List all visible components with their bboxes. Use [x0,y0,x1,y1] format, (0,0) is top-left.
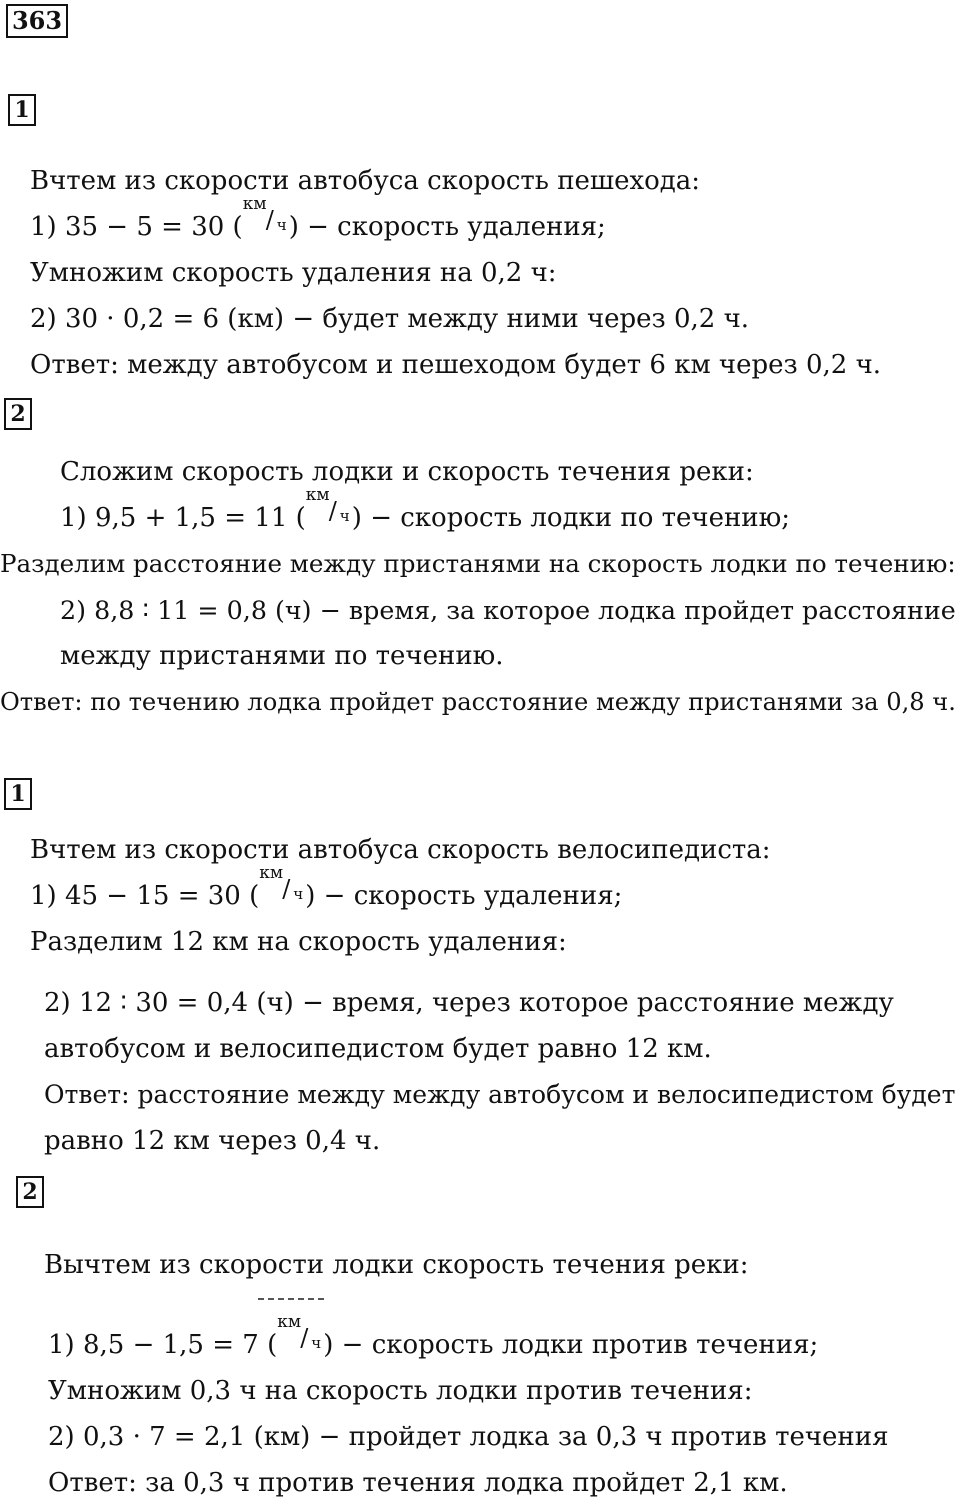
equation-line: 2) 8,8 ∶ 11 = 0,8 (ч) − время, за которое лодка пройдет расстояние [60,595,956,625]
answer-line: Ответ: по течению лодка пройдет расстояние между пристанями за 0,8 ч. [0,688,956,716]
equation-line: 2) 30 · 0,2 = 6 (км) − будет между ними через 0,2 ч. [30,304,750,334]
text-line: между пристанями по течению. [60,641,504,671]
answer-line: Ответ: за 0,3 ч против течения лодка пройдет 2,1 км. [48,1468,788,1498]
unit-fraction: км / ч [277,1312,322,1352]
equation-line: 1) 35 − 5 = 30 ( км / ч ) − скорость удаления; [30,194,606,242]
part-label-1: 1 [8,94,36,126]
equation-line: 1) 9,5 + 1,5 = 11 ( км / ч ) − скорость лодки по течению; [60,485,791,533]
text-line: Разделим расстояние между пристанями на скорость лодки по течению: [0,549,956,578]
equation-line: 2) 0,3 · 7 = 2,1 (км) − пройдет лодка за 0,3 ч против течения [48,1422,889,1452]
text-line: автобусом и велосипедистом будет равно 12 км. [44,1034,712,1064]
text-line: Разделим 12 км на скорость удаления: [30,927,567,957]
problem-number-box: 363 [6,4,68,38]
answer-line: Ответ: расстояние между между автобусом и велосипедистом будет [44,1080,956,1109]
text-line: Умножим 0,3 ч на скорость лодки против течения: [48,1376,753,1406]
answer-line: равно 12 км через 0,4 ч. [44,1126,381,1156]
equation-line: 1) 45 − 15 = 30 ( км / ч ) − скорость удаления; [30,863,623,911]
unit-fraction: км / ч [259,863,304,903]
scan-artifact [258,1298,324,1304]
part-label-2: 2 [4,398,32,430]
unit-fraction: км / ч [242,194,287,234]
unit-fraction: км / ч [305,485,350,525]
equation-line: 1) 8,5 − 1,5 = 7 ( км / ч ) − скорость лодки против течения; [48,1312,819,1360]
part-label-1: 1 [4,778,32,810]
equation-line: 2) 12 ∶ 30 = 0,4 (ч) − время, через которое расстояние между [44,988,894,1018]
text-line: Вычтем из скорости лодки скорость течения реки: [44,1250,749,1280]
text-line: Сложим скорость лодки и скорость течения реки: [60,457,754,487]
answer-line: Ответ: между автобусом и пешеходом будет 6 км через 0,2 ч. [30,350,882,380]
text-line: Вчтем из скорости автобуса скорость пешехода: [30,166,701,196]
text-line: Умножим скорость удаления на 0,2 ч: [30,258,557,288]
part-label-2: 2 [16,1176,44,1208]
text-line: Вчтем из скорости автобуса скорость велосипедиста: [30,835,771,865]
